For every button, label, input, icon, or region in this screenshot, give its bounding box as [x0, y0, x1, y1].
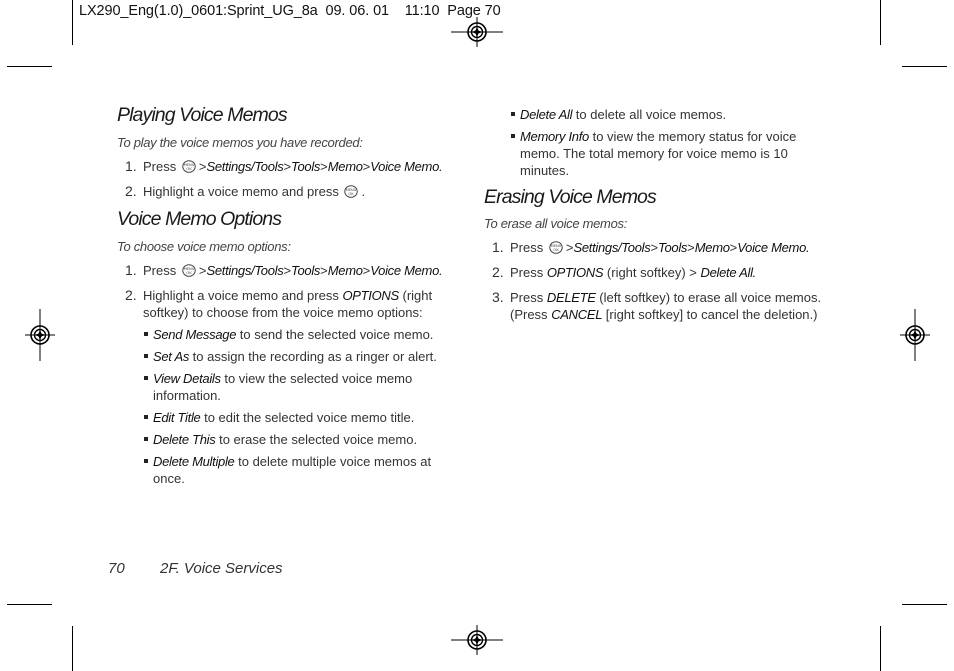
menu-path: Voice Memo.	[737, 240, 810, 255]
step-text: (right softkey)	[606, 265, 686, 280]
softkey-label: OPTIONS	[546, 265, 604, 280]
bullet-icon	[144, 437, 148, 441]
menu-path: Voice Memo.	[370, 263, 443, 278]
step-number: 1.	[492, 239, 504, 255]
step-text: Press	[510, 290, 544, 305]
list-item	[143, 326, 462, 343]
right-column	[484, 106, 829, 323]
step-text: Highlight a voice memo and press	[143, 184, 339, 199]
option-name: View Details	[153, 371, 221, 386]
path-separator: >	[283, 263, 292, 278]
option-description: to send the selected voice memo.	[239, 327, 434, 342]
list-item	[510, 128, 829, 179]
path-separator: >	[198, 159, 207, 174]
crop-mark-left-top	[7, 66, 52, 67]
option-name: Delete This	[153, 432, 216, 447]
menu-ok-key-icon	[344, 185, 358, 198]
menu-ok-key-icon	[182, 160, 196, 173]
option-name: Delete All	[520, 107, 573, 122]
menu-ok-key-icon	[182, 264, 196, 277]
step-text: (left softkey) to erase all voice memos. (Press	[510, 290, 822, 322]
svg-text:OK: OK	[186, 166, 192, 171]
step-number: 1.	[125, 262, 137, 278]
menu-ok-key-icon	[549, 241, 563, 254]
svg-text:MENU: MENU	[346, 188, 357, 192]
crop-mark-left-bottom	[7, 604, 52, 605]
crop-mark-right-top	[902, 66, 947, 67]
step-item	[484, 264, 829, 281]
svg-text:OK: OK	[348, 191, 355, 196]
registration-mark-icon	[451, 17, 503, 47]
step-item	[117, 262, 462, 279]
path-separator: >	[565, 240, 574, 255]
list-item	[143, 431, 462, 448]
option-description: to delete multiple voice memos at once.	[153, 454, 432, 486]
footer-section: 2F. Voice Services	[160, 560, 283, 577]
section-intro-erasing: To erase all voice memos:	[484, 216, 628, 231]
step-text: Highlight a voice memo and press	[143, 288, 339, 303]
section-title-erasing: Erasing Voice Memos	[484, 186, 656, 208]
step-number: 2.	[125, 183, 137, 199]
path-separator: >	[362, 159, 371, 174]
step-number: 1.	[125, 158, 137, 174]
step-number: 2.	[125, 287, 137, 303]
softkey-label: OPTIONS	[342, 288, 399, 303]
menu-path: Settings/Tools	[206, 159, 284, 174]
menu-path: Settings/Tools	[573, 240, 651, 255]
bullet-icon	[144, 459, 148, 463]
list-item	[510, 106, 829, 123]
section-intro-options: To choose voice memo options:	[117, 239, 291, 254]
path-separator: >	[689, 265, 697, 280]
step-item	[484, 239, 829, 256]
crop-mark-bottom-left	[72, 626, 73, 671]
section-title-options: Voice Memo Options	[117, 208, 282, 230]
crop-mark-right-bottom	[902, 604, 947, 605]
crop-mark-top-left	[72, 0, 73, 45]
option-name: Delete Multiple	[153, 454, 235, 469]
bullet-icon	[144, 376, 148, 380]
left-column	[117, 104, 462, 487]
page-number: 70	[108, 560, 125, 577]
softkey-label: DELETE	[546, 290, 596, 305]
crop-mark-bottom-right	[880, 626, 881, 671]
option-name: Memory Info	[520, 129, 589, 144]
list-item	[143, 453, 462, 487]
list-item	[143, 348, 462, 365]
step-text: Press	[143, 263, 177, 278]
step-text: (right softkey) to choose from the voice memo options:	[143, 288, 433, 320]
svg-text:OK: OK	[186, 270, 192, 275]
step-item	[117, 287, 462, 321]
bullet-icon	[144, 415, 148, 419]
step-item	[117, 158, 462, 175]
menu-path: Memo	[327, 263, 363, 278]
path-separator: >	[320, 159, 328, 174]
registration-mark-icon	[900, 309, 930, 361]
path-separator: >	[198, 263, 207, 278]
section-intro-playing: To play the voice memos you have recorded:	[117, 135, 363, 150]
step-text: Press	[510, 265, 544, 280]
list-item	[143, 409, 462, 426]
path-separator: >	[650, 240, 659, 255]
option-description: to delete all voice memos.	[575, 107, 727, 122]
menu-path: Settings/Tools	[206, 263, 284, 278]
menu-path: Delete All.	[700, 265, 756, 280]
step-text: [right softkey] to cancel the deletion.)	[605, 307, 818, 322]
bullet-icon	[144, 332, 148, 336]
step-item	[484, 289, 829, 323]
path-separator: >	[362, 263, 371, 278]
print-header: LX290_Eng(1.0)_0601:Sprint_UG_8a 09. 06. 01 11:10 Page 70	[79, 3, 501, 19]
list-item	[143, 370, 462, 404]
menu-path: Memo	[694, 240, 730, 255]
option-description: to view the memory status for voice memo. The total memory for voice memo is 10 minutes.	[520, 129, 797, 178]
svg-text:MENU: MENU	[183, 163, 195, 167]
option-description: to edit the selected voice memo title.	[204, 410, 415, 425]
section-title-playing: Playing Voice Memos	[117, 104, 287, 126]
option-description: to erase the selected voice memo.	[219, 432, 418, 447]
step-number: 2.	[492, 264, 504, 280]
registration-mark-icon	[451, 625, 503, 655]
path-separator: >	[283, 159, 292, 174]
option-name: Edit Title	[153, 410, 201, 425]
option-description: to view the selected voice memo information.	[153, 371, 413, 403]
menu-path: Tools	[291, 263, 321, 278]
bullet-icon	[511, 134, 515, 138]
step-text: .	[361, 184, 366, 199]
step-text: Press	[510, 240, 544, 255]
menu-path: Tools	[291, 159, 321, 174]
registration-mark-icon	[25, 309, 55, 361]
option-name: Send Message	[153, 327, 237, 342]
path-separator: >	[320, 263, 328, 278]
menu-path: Tools	[658, 240, 688, 255]
svg-text:OK: OK	[553, 247, 559, 252]
step-text: Press	[143, 159, 177, 174]
step-number: 3.	[492, 289, 504, 305]
bullet-icon	[511, 112, 515, 116]
step-item	[117, 183, 462, 200]
softkey-label: CANCEL	[551, 307, 603, 322]
option-name: Set As	[153, 349, 190, 364]
bullet-icon	[144, 354, 148, 358]
option-description: to assign the recording as a ringer or alert.	[192, 349, 437, 364]
svg-text:MENU: MENU	[183, 267, 195, 271]
path-separator: >	[687, 240, 695, 255]
crop-mark-top-right	[880, 0, 881, 45]
path-separator: >	[729, 240, 738, 255]
svg-text:MENU: MENU	[550, 244, 562, 248]
menu-path: Voice Memo.	[370, 159, 443, 174]
menu-path: Memo	[327, 159, 363, 174]
